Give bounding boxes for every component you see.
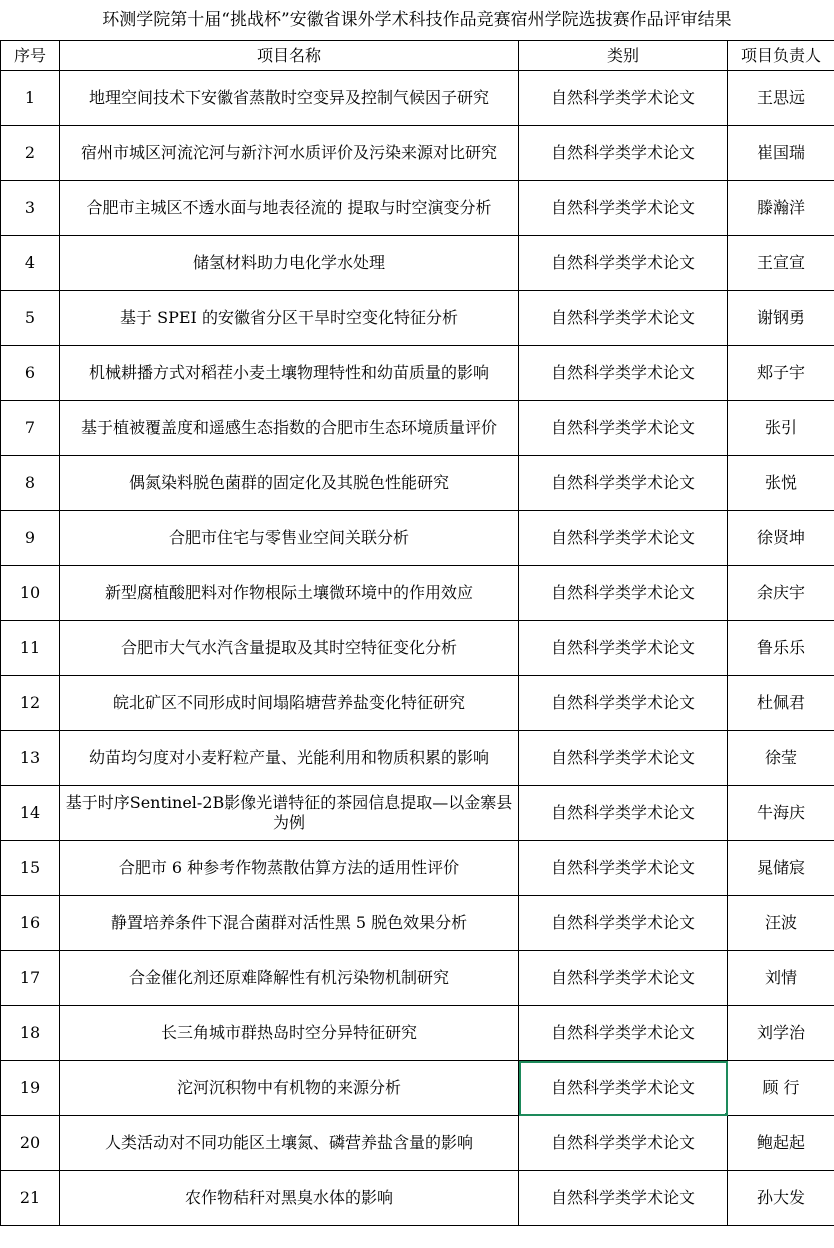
cell-no[interactable]: 18: [1, 1006, 60, 1061]
cell-no[interactable]: 5: [1, 291, 60, 346]
table-row: [1, 401, 834, 456]
cell-leader[interactable]: 徐贤坤: [728, 511, 834, 566]
cell-no[interactable]: 7: [1, 401, 60, 456]
selected-cell[interactable]: 自然科学类学术论文: [519, 1061, 728, 1116]
cell-no[interactable]: 16: [1, 896, 60, 951]
cell-project-name[interactable]: 合金催化剂还原难降解性有机污染物机制研究: [60, 951, 519, 1006]
table-row: [1, 346, 834, 401]
cell-category[interactable]: 自然科学类学术论文: [519, 676, 728, 731]
column-header-name[interactable]: 项目名称: [60, 41, 519, 71]
column-header-no[interactable]: 序号: [1, 41, 60, 71]
cell-category[interactable]: 自然科学类学术论文: [519, 1116, 728, 1171]
cell-project-name[interactable]: 地理空间技术下安徽省蒸散时空变异及控制气候因子研究: [60, 71, 519, 126]
cell-category[interactable]: 自然科学类学术论文: [519, 346, 728, 401]
sheet-title: 环测学院第十届“挑战杯”安徽省课外学术科技作品竞赛宿州学院选拔赛作品评审结果: [102, 10, 732, 30]
cell-no[interactable]: 15: [1, 841, 60, 896]
table-row: [1, 841, 834, 896]
cell-leader[interactable]: 谢钢勇: [728, 291, 834, 346]
cell-project-name[interactable]: 基于 SPEI 的安徽省分区干旱时空变化特征分析: [60, 291, 519, 346]
cell-category[interactable]: 自然科学类学术论文: [519, 291, 728, 346]
cell-leader[interactable]: 崔国瑞: [728, 126, 834, 181]
cell-leader[interactable]: 余庆宇: [728, 566, 834, 621]
cell-leader[interactable]: 杜佩君: [728, 676, 834, 731]
table-row: [1, 236, 834, 291]
cell-project-name[interactable]: 静置培养条件下混合菌群对活性黑 5 脱色效果分析: [60, 896, 519, 951]
cell-no[interactable]: 3: [1, 181, 60, 236]
cell-project-name[interactable]: 储氢材料助力电化学水处理: [60, 236, 519, 291]
cell-no[interactable]: 6: [1, 346, 60, 401]
cell-no[interactable]: 12: [1, 676, 60, 731]
column-header-leader[interactable]: 项目负责人: [728, 41, 834, 71]
cell-category[interactable]: 自然科学类学术论文: [519, 1171, 728, 1226]
cell-project-name[interactable]: 宿州市城区河流沱河与新汴河水质评价及污染来源对比研究: [60, 126, 519, 181]
cell-project-name[interactable]: 幼苗均匀度对小麦籽粒产量、光能利用和物质积累的影响: [60, 731, 519, 786]
table-row: [1, 126, 834, 181]
cell-project-name[interactable]: 合肥市大气水汽含量提取及其时空特征变化分析: [60, 621, 519, 676]
table-row: [1, 1116, 834, 1171]
cell-category[interactable]: 自然科学类学术论文: [519, 126, 728, 181]
cell-leader[interactable]: 王宣宣: [728, 236, 834, 291]
cell-project-name[interactable]: 长三角城市群热岛时空分异特征研究: [60, 1006, 519, 1061]
cell-no[interactable]: 19: [1, 1061, 60, 1116]
table-row: [1, 291, 834, 346]
cell-no[interactable]: 20: [1, 1116, 60, 1171]
cell-leader[interactable]: 刘学治: [728, 1006, 834, 1061]
cell-project-name[interactable]: 农作物秸秆对黑臭水体的影响: [60, 1171, 519, 1226]
table-row: [1, 1061, 834, 1116]
cell-category[interactable]: 自然科学类学术论文: [519, 841, 728, 896]
cell-leader[interactable]: 徐莹: [728, 731, 834, 786]
cell-no[interactable]: 21: [1, 1171, 60, 1226]
cell-category[interactable]: 自然科学类学术论文: [519, 786, 728, 841]
results-table: [0, 40, 834, 1226]
cell-leader[interactable]: 张悦: [728, 456, 834, 511]
table-row: [1, 676, 834, 731]
cell-leader[interactable]: 刘情: [728, 951, 834, 1006]
cell-no[interactable]: 14: [1, 786, 60, 841]
cell-category[interactable]: 自然科学类学术论文: [519, 236, 728, 291]
cell-project-name[interactable]: 人类活动对不同功能区土壤氮、磷营养盐含量的影响: [60, 1116, 519, 1171]
cell-leader[interactable]: 顾 行: [728, 1061, 834, 1116]
cell-leader[interactable]: 鲁乐乐: [728, 621, 834, 676]
table-row: [1, 786, 834, 841]
cell-project-name[interactable]: 偶氮染料脱色菌群的固定化及其脱色性能研究: [60, 456, 519, 511]
cell-project-name[interactable]: 皖北矿区不同形成时间塌陷塘营养盐变化特征研究: [60, 676, 519, 731]
cell-project-name[interactable]: 新型腐植酸肥料对作物根际土壤微环境中的作用效应: [60, 566, 519, 621]
table-row: [1, 621, 834, 676]
cell-leader[interactable]: 孙大发: [728, 1171, 834, 1226]
cell-leader[interactable]: 张引: [728, 401, 834, 456]
cell-category[interactable]: 自然科学类学术论文: [519, 566, 728, 621]
cell-no[interactable]: 9: [1, 511, 60, 566]
cell-category[interactable]: 自然科学类学术论文: [519, 71, 728, 126]
cell-project-name[interactable]: 机械耕播方式对稻茬小麦土壤物理特性和幼苗质量的影响: [60, 346, 519, 401]
cell-project-name[interactable]: 沱河沉积物中有机物的来源分析: [60, 1061, 519, 1116]
cell-project-name[interactable]: 基于时序Sentinel-2B影像光谱特征的茶园信息提取—以金寨县为例: [60, 786, 519, 841]
cell-project-name[interactable]: 合肥市主城区不透水面与地表径流的 提取与时空演变分析: [60, 181, 519, 236]
table-row: [1, 1006, 834, 1061]
table-row: [1, 1171, 834, 1226]
cell-project-name[interactable]: 合肥市住宅与零售业空间关联分析: [60, 511, 519, 566]
cell-no[interactable]: 11: [1, 621, 60, 676]
table-row: [1, 511, 834, 566]
cell-category[interactable]: 自然科学类学术论文: [519, 951, 728, 1006]
cell-no[interactable]: 4: [1, 236, 60, 291]
cell-no[interactable]: 13: [1, 731, 60, 786]
cell-category[interactable]: 自然科学类学术论文: [519, 621, 728, 676]
table-row: [1, 731, 834, 786]
table-row: [1, 951, 834, 1006]
cell-category[interactable]: 自然科学类学术论文: [519, 511, 728, 566]
cell-category[interactable]: 自然科学类学术论文: [519, 181, 728, 236]
cell-leader[interactable]: 汪波: [728, 896, 834, 951]
table-row: [1, 896, 834, 951]
cell-category[interactable]: 自然科学类学术论文: [519, 401, 728, 456]
fill-handle[interactable]: [725, 1113, 728, 1116]
cell-category[interactable]: 自然科学类学术论文: [519, 456, 728, 511]
table-row: [1, 181, 834, 236]
cell-project-name[interactable]: 基于植被覆盖度和遥感生态指数的合肥市生态环境质量评价: [60, 401, 519, 456]
cell-no[interactable]: 2: [1, 126, 60, 181]
cell-no[interactable]: 10: [1, 566, 60, 621]
cell-category[interactable]: 自然科学类学术论文: [519, 731, 728, 786]
table-row: [1, 456, 834, 511]
cell-leader[interactable]: 晁储宸: [728, 841, 834, 896]
cell-leader[interactable]: 王思远: [728, 71, 834, 126]
cell-leader[interactable]: 郏子宇: [728, 346, 834, 401]
cell-leader[interactable]: 牛海庆: [728, 786, 834, 841]
cell-category[interactable]: 自然科学类学术论文: [519, 896, 728, 951]
cell-no[interactable]: 8: [1, 456, 60, 511]
cell-leader[interactable]: 滕瀚洋: [728, 181, 834, 236]
table-row: [1, 71, 834, 126]
cell-leader[interactable]: 鲍起起: [728, 1116, 834, 1171]
cell-no[interactable]: 17: [1, 951, 60, 1006]
table-row: [1, 566, 834, 621]
cell-no[interactable]: 1: [1, 71, 60, 126]
table-body: [1, 71, 834, 1226]
cell-project-name[interactable]: 合肥市 6 种参考作物蒸散估算方法的适用性评价: [60, 841, 519, 896]
column-header-category[interactable]: 类别: [519, 41, 728, 71]
cell-category[interactable]: 自然科学类学术论文: [519, 1006, 728, 1061]
header-row: [1, 41, 834, 71]
